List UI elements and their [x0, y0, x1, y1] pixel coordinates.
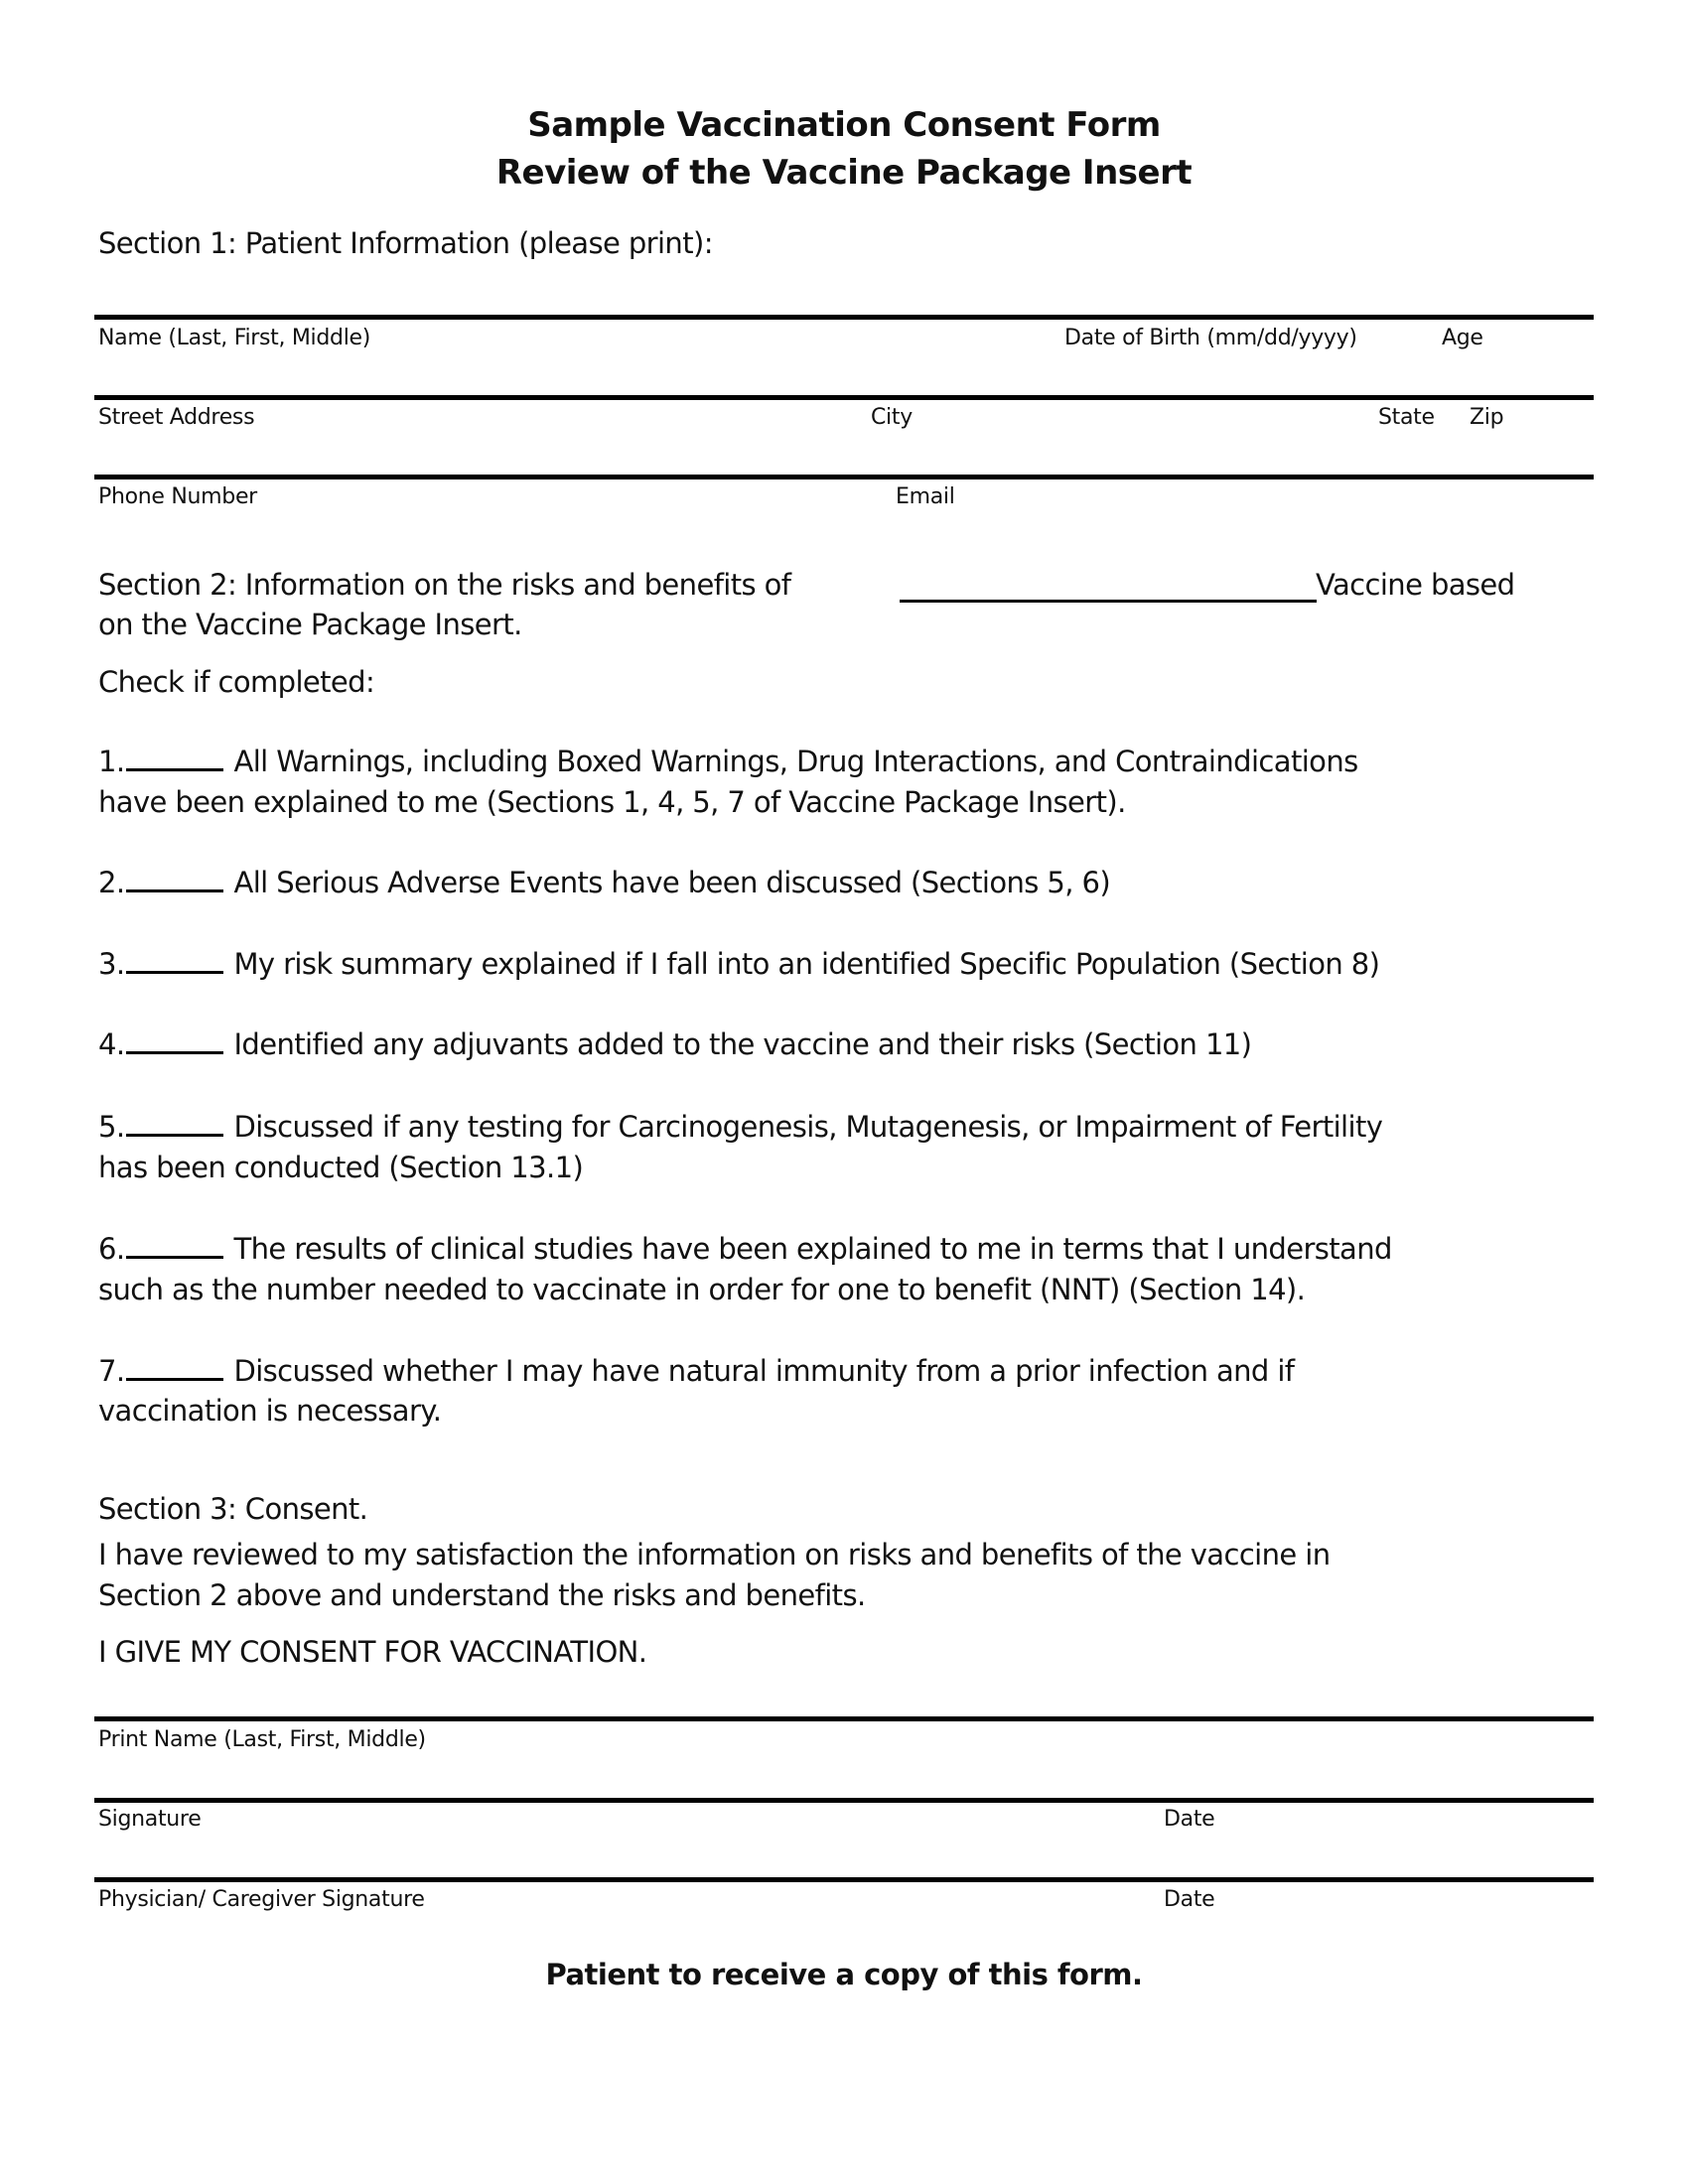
- item-3-checkbox-blank[interactable]: [126, 947, 223, 974]
- vaccine-name-field[interactable]: [900, 568, 1317, 603]
- item-1-checkbox-blank[interactable]: [126, 745, 223, 771]
- checklist-item-5: [98, 1109, 1382, 1145]
- item-text: Discussed if any testing for Carcinogenesis, Mutagenesis, or Impairment of Fertility: [233, 1110, 1383, 1144]
- item-number: 1.: [98, 745, 125, 778]
- checklist-item-6-line2: such as the number needed to vaccinate in order for one to benefit (NNT) (Section 14).: [98, 1273, 1306, 1306]
- phone-number-field[interactable]: [98, 430, 873, 470]
- section2-heading-suffix: Vaccine based: [1316, 568, 1515, 602]
- checklist-item-4: [98, 1026, 1251, 1062]
- item-5-checkbox-blank[interactable]: [126, 1110, 223, 1137]
- signature-field[interactable]: [98, 1753, 1141, 1795]
- dob-label: Date of Birth (mm/dd/yyyy): [1064, 326, 1357, 350]
- email-label: Email: [896, 484, 955, 509]
- consent-statement: I GIVE MY CONSENT FOR VACCINATION.: [98, 1635, 647, 1669]
- item-4-checkbox-blank[interactable]: [126, 1027, 223, 1054]
- checklist-item-7: [98, 1353, 1294, 1389]
- zip-field[interactable]: [1470, 349, 1589, 389]
- signature-label: Signature: [98, 1807, 202, 1832]
- age-field[interactable]: [1442, 268, 1591, 308]
- checklist-item-7-line2: vaccination is necessary.: [98, 1394, 442, 1428]
- checklist-item-5-line2: has been conducted (Section 13.1): [98, 1151, 584, 1184]
- street-address-label: Street Address: [98, 405, 255, 430]
- checklist-item-3: [98, 946, 1379, 982]
- item-text: The results of clinical studies have been explained to me in terms that I understand: [233, 1232, 1392, 1266]
- name-field[interactable]: [98, 268, 1042, 308]
- zip-label: Zip: [1470, 405, 1504, 430]
- print-name-rule: [94, 1716, 1594, 1721]
- section2-heading-text: Section 2: Information on the risks and benefits of: [98, 568, 791, 602]
- checklist-item-1-line2: have been explained to me (Sections 1, 4, 5, 7 of Vaccine Package Insert).: [98, 785, 1126, 819]
- section1-heading: Section 1: Patient Information (please print):: [98, 226, 713, 260]
- check-if-completed-label: Check if completed:: [98, 665, 375, 699]
- age-label: Age: [1442, 326, 1483, 350]
- print-name-field[interactable]: [98, 1672, 1588, 1711]
- physician-date-label: Date: [1164, 1887, 1215, 1912]
- contact-row-rule: [94, 475, 1594, 479]
- item-number: 4.: [98, 1027, 125, 1061]
- street-address-field[interactable]: [98, 349, 853, 389]
- item-6-checkbox-blank[interactable]: [126, 1232, 223, 1259]
- dob-field[interactable]: [1064, 268, 1432, 308]
- print-name-label: Print Name (Last, First, Middle): [98, 1727, 426, 1752]
- item-number: 3.: [98, 947, 125, 981]
- checklist-item-1: [98, 744, 1358, 779]
- item-2-checkbox-blank[interactable]: [126, 866, 223, 892]
- section3-heading: Section 3: Consent.: [98, 1492, 368, 1526]
- item-7-checkbox-blank[interactable]: [126, 1354, 223, 1381]
- physician-signature-label: Physician/ Caregiver Signature: [98, 1887, 425, 1912]
- state-field[interactable]: [1378, 349, 1463, 389]
- item-number: 5.: [98, 1110, 125, 1144]
- consent-paragraph-line2: Section 2 above and understand the risks and benefits.: [98, 1578, 866, 1612]
- physician-signature-field[interactable]: [98, 1833, 1141, 1874]
- item-text: My risk summary explained if I fall into an identified Specific Population (Section 8): [233, 947, 1380, 981]
- consent-paragraph-line1: I have reviewed to my satisfaction the information on risks and benefits of the vaccine in: [98, 1538, 1331, 1571]
- item-text: All Warnings, including Boxed Warnings, Drug Interactions, and Contraindications: [233, 745, 1358, 778]
- email-field[interactable]: [896, 430, 1591, 470]
- physician-date-field[interactable]: [1164, 1833, 1591, 1874]
- form-title: Sample Vaccination Consent Form: [527, 105, 1161, 145]
- name-row-rule: [94, 315, 1594, 320]
- phone-number-label: Phone Number: [98, 484, 257, 509]
- address-row-rule: [94, 395, 1594, 400]
- checklist-item-6: [98, 1231, 1392, 1267]
- form-subtitle: Review of the Vaccine Package Insert: [495, 153, 1193, 193]
- item-text: Discussed whether I may have natural immunity from a prior infection and if: [233, 1354, 1295, 1388]
- item-text: All Serious Adverse Events have been discussed (Sections 5, 6): [233, 866, 1111, 899]
- city-label: City: [871, 405, 913, 430]
- item-number: 7.: [98, 1354, 125, 1388]
- signature-date-field[interactable]: [1164, 1753, 1591, 1795]
- section2-heading-line2: on the Vaccine Package Insert.: [98, 608, 522, 641]
- copy-notice: Patient to receive a copy of this form.: [545, 1958, 1143, 1991]
- item-number: 6.: [98, 1232, 125, 1266]
- item-number: 2.: [98, 866, 125, 899]
- physician-signature-rule: [94, 1877, 1594, 1882]
- state-label: State: [1378, 405, 1435, 430]
- city-field[interactable]: [871, 349, 1367, 389]
- signature-rule: [94, 1798, 1594, 1803]
- name-label: Name (Last, First, Middle): [98, 326, 371, 350]
- checklist-item-2: [98, 865, 1110, 900]
- signature-date-label: Date: [1164, 1807, 1215, 1832]
- item-text: Identified any adjuvants added to the vaccine and their risks (Section 11): [233, 1027, 1252, 1061]
